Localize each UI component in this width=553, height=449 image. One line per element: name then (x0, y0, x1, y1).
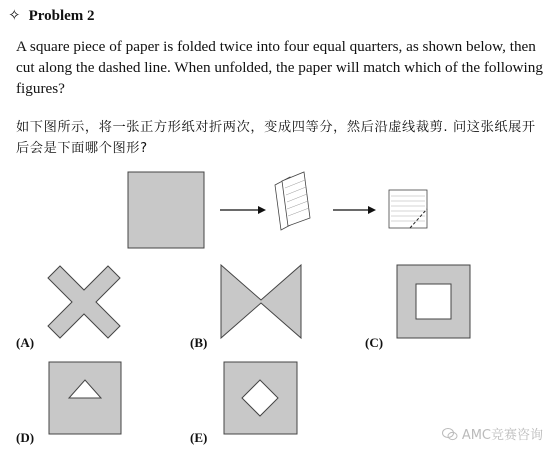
arrow-icon-2 (333, 206, 376, 214)
option-d-shape (49, 362, 121, 434)
watermark (442, 424, 543, 443)
problem-title: Problem 2 (28, 8, 95, 24)
watermark-text: AMC竞赛咨询 (461, 428, 543, 443)
option-a-label[interactable]: (A) (16, 335, 35, 350)
problem-text-chinese: 如下图所示，将一张正方形纸对折两次，变成四等分，然后沿虚线裁剪. 问这张纸展开后会是下面哪个图形? (16, 120, 536, 156)
problem-text-english: A square piece of paper is folded twice into four equal quarters, as shown below, then cut along the dashed line. When unfolded, the paper will match which of the following figures? (16, 38, 543, 97)
wechat-icon (442, 427, 458, 441)
option-e-shape (224, 362, 297, 434)
paper-square (128, 172, 204, 248)
arrow-icon-1 (220, 206, 266, 214)
option-a-shape (48, 266, 120, 338)
option-c-label[interactable]: (C) (365, 335, 384, 350)
option-d-label[interactable]: (D) (16, 430, 35, 445)
option-b-label[interactable]: (B) (190, 335, 208, 350)
folded-paper-half (275, 172, 310, 230)
option-b-shape (221, 265, 301, 338)
folded-paper-quarter (389, 190, 427, 228)
option-e-label[interactable]: (E) (190, 430, 208, 445)
option-c-shape (397, 265, 470, 338)
diamond-bullet-icon: ✧ (8, 8, 21, 24)
